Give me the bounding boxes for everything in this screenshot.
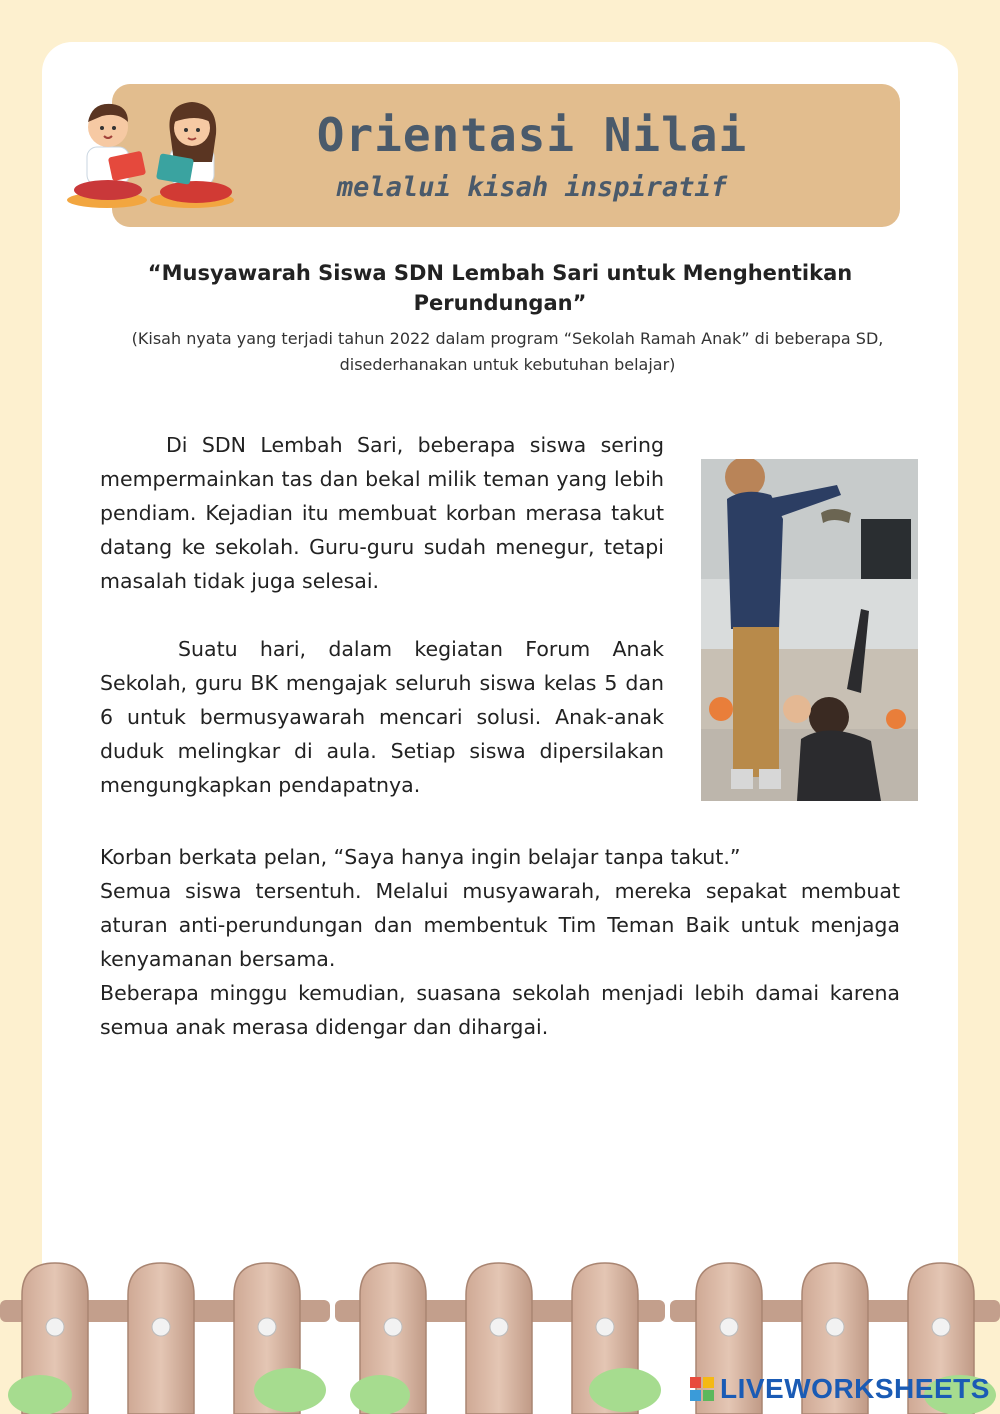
story-paragraph: Semua siswa tersentuh. Melalui musyawarah, mereka sepakat membuat aturan anti-perundungan dan membentuk Tim Teman Baik untuk menjaga kenyamanan bersama. — [100, 879, 900, 971]
story-title: “Musyawarah Siswa SDN Lembah Sari untuk Menghentikan Perundungan” — [147, 261, 853, 315]
story-paragraph: Beberapa minggu kemudian, suasana sekolah menjadi lebih damai karena semua anak merasa didengar dan dihargai. — [100, 981, 900, 1039]
story-paragraph: Suatu hari, dalam kegiatan Forum Anak Sekolah, guru BK mengajak seluruh siswa kelas 5 dan 6 untuk bermusyawarah mencari solusi. Anak-anak duduk melingkar di aula. Setiap siswa dipersilakan mengungkapkan pendapatnya. — [100, 637, 664, 797]
watermark-text: LIVEWORKSHEETS — [720, 1373, 990, 1404]
school-photo — [701, 459, 918, 801]
story-note: (Kisah nyata yang terjadi tahun 2022 dalam program “Sekolah Ramah Anak” di beberapa SD, disederhanakan untuk kebutuhan belajar) — [131, 329, 884, 374]
liveworksheets-watermark[interactable] — [690, 1371, 990, 1407]
page-title: Orientasi Nilai — [316, 108, 748, 162]
page-subtitle: melalui kisah inspiratif — [336, 172, 728, 203]
story-paragraph: Korban berkata pelan, “Saya hanya ingin belajar tanpa takut.” — [100, 845, 741, 869]
liveworksheets-logo-icon — [690, 1377, 714, 1401]
story-paragraph: Di SDN Lembah Sari, beberapa siswa sering mempermainkan tas dan bekal milik teman yang lebih pendiam. Kejadian itu membuat korban merasa takut datang ke sekolah. Guru-guru sudah menegur, tetapi masalah tidak juga selesai. — [100, 433, 664, 593]
